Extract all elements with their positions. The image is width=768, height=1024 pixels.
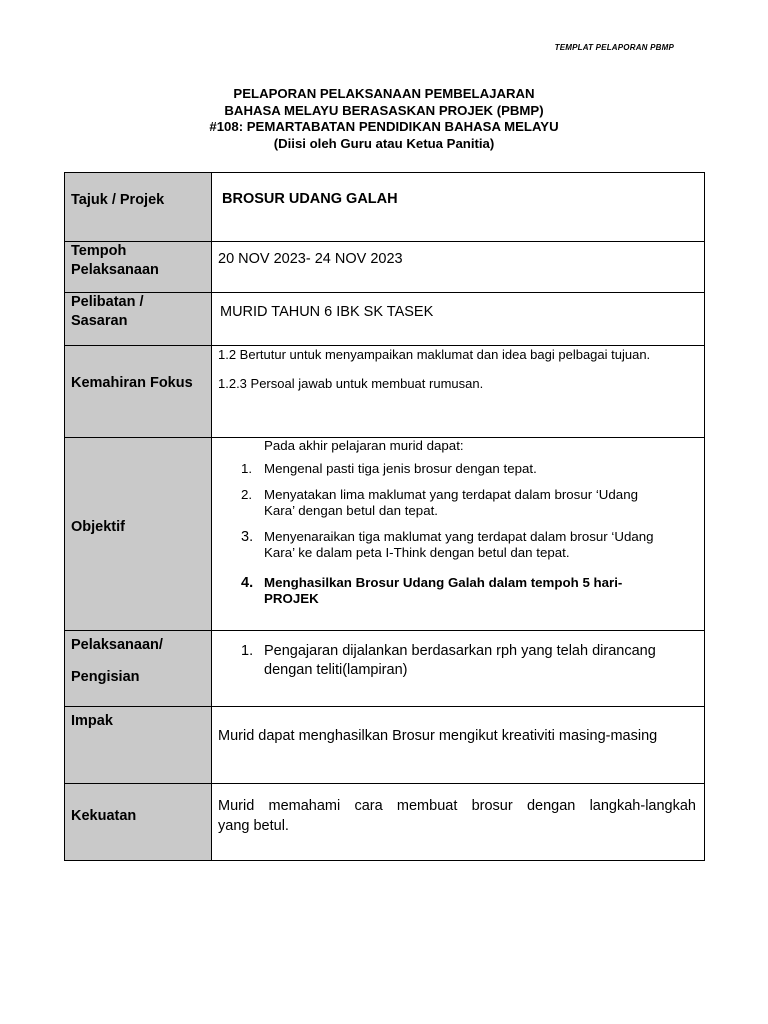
objektif-item-3-line-2: Kara’ ke dalam peta I-Think dengan betul dan tepat. [264, 545, 570, 560]
objektif-item-4-line-1: Menghasilkan Brosur Udang Galah dalam tempoh 5 hari- [264, 575, 623, 590]
kemahiran-item-1: 1.2 Bertutur untuk menyampaikan maklumat dan idea bagi pelbagai tujuan. [218, 347, 651, 362]
label-pelibatan-line-1: Pelibatan / [71, 294, 144, 310]
label-tempoh-line-2: Pelaksanaan [71, 262, 159, 278]
label-tempoh [65, 242, 212, 293]
row-pelaksanaan [65, 631, 705, 707]
document-title [0, 86, 768, 152]
title-line-2: BAHASA MELAYU BERASASKAN PROJEK (PBMP) [224, 102, 544, 118]
label-pelaksanaan [65, 631, 212, 707]
row-tempoh [65, 242, 705, 293]
template-label: TEMPLAT PELAPORAN PBMP [554, 43, 674, 52]
pelaksanaan-item-1 [212, 642, 704, 680]
label-kekuatan-text: Kekuatan [71, 808, 137, 824]
title-line-3: #108: PEMARTABATAN PENDIDIKAN BAHASA MELAYU [209, 119, 559, 134]
objektif-item-3 [212, 529, 704, 561]
value-tempoh [212, 242, 705, 293]
row-tajuk [65, 173, 705, 242]
row-pelibatan [65, 293, 705, 346]
objektif-item-1 [212, 461, 704, 477]
label-kemahiran-text: Kemahiran Fokus [71, 375, 193, 391]
row-impak [65, 707, 705, 784]
objektif-intro: Pada akhir pelajaran murid dapat: [264, 438, 464, 453]
report-table [64, 172, 705, 861]
value-impak-text: Murid dapat menghasilkan Brosur mengikut kreativiti masing-masing [218, 728, 658, 744]
objektif-item-2 [212, 487, 704, 519]
objektif-item-1-text: Mengenal pasti tiga jenis brosur dengan tepat. [264, 461, 537, 476]
row-kemahiran [65, 346, 705, 438]
value-tajuk-text: BROSUR UDANG GALAH [222, 191, 398, 207]
objektif-item-4-line-2: PROJEK [264, 591, 319, 606]
value-pelaksanaan [212, 631, 705, 707]
pelaksanaan-item-1-num: 1. [241, 643, 254, 659]
objektif-item-2-num: 2. [241, 487, 253, 502]
value-impak [212, 707, 705, 784]
label-impak-text: Impak [71, 713, 113, 729]
title-line-4: (Diisi oleh Guru atau Ketua Panitia) [273, 135, 495, 151]
objektif-item-2-line-2: Kara’ dengan betul dan tepat. [264, 503, 438, 518]
label-pelaksanaan-line-1: Pelaksanaan/ [71, 637, 163, 653]
objektif-item-2-line-1: Menyatakan lima maklumat yang terdapat dalam brosur ‘Udang [264, 487, 638, 502]
value-pelibatan [212, 293, 705, 346]
label-objektif-text: Objektif [71, 519, 125, 535]
value-kekuatan-line-1: Murid memahami cara membuat brosur dengan langkah-langkah [218, 798, 696, 814]
kemahiran-item-2: 1.2.3 Persoal jawab untuk membuat rumusan. [218, 376, 484, 391]
value-tajuk [212, 173, 705, 242]
value-kemahiran [212, 346, 705, 438]
label-tajuk [65, 173, 212, 242]
value-tempoh-text: 20 NOV 2023- 24 NOV 2023 [218, 251, 403, 267]
title-line-1: PELAPORAN PELAKSANAAN PEMBELAJARAN [233, 86, 535, 101]
objektif-item-4-num: 4. [241, 575, 254, 591]
label-pelibatan [65, 293, 212, 346]
row-kekuatan [65, 784, 705, 861]
label-impak [65, 707, 212, 784]
pelaksanaan-item-1-line-2: dengan teliti(lampiran) [264, 662, 408, 678]
label-pelibatan-line-2: Sasaran [71, 313, 128, 329]
label-tempoh-line-1: Tempoh [71, 243, 127, 259]
value-objektif [212, 438, 705, 631]
label-tajuk-text: Tajuk / Projek [71, 192, 165, 208]
value-kekuatan-line-2: yang betul. [218, 818, 289, 834]
pelaksanaan-item-1-line-1: Pengajaran dijalankan berdasarkan rph yang telah dirancang [264, 643, 656, 659]
label-kemahiran [65, 346, 212, 438]
objektif-item-4 [212, 575, 704, 607]
label-kekuatan [65, 784, 212, 861]
row-objektif [65, 438, 705, 631]
objektif-item-3-line-1: Menyenaraikan tiga maklumat yang terdapat dalam brosur ‘Udang [264, 529, 654, 544]
label-pelaksanaan-line-2: Pengisian [71, 669, 140, 685]
objektif-item-1-num: 1. [241, 461, 253, 476]
objektif-item-3-num: 3. [241, 529, 254, 545]
value-pelibatan-text: MURID TAHUN 6 IBK SK TASEK [220, 304, 434, 320]
value-kekuatan [212, 784, 705, 861]
label-objektif [65, 438, 212, 631]
